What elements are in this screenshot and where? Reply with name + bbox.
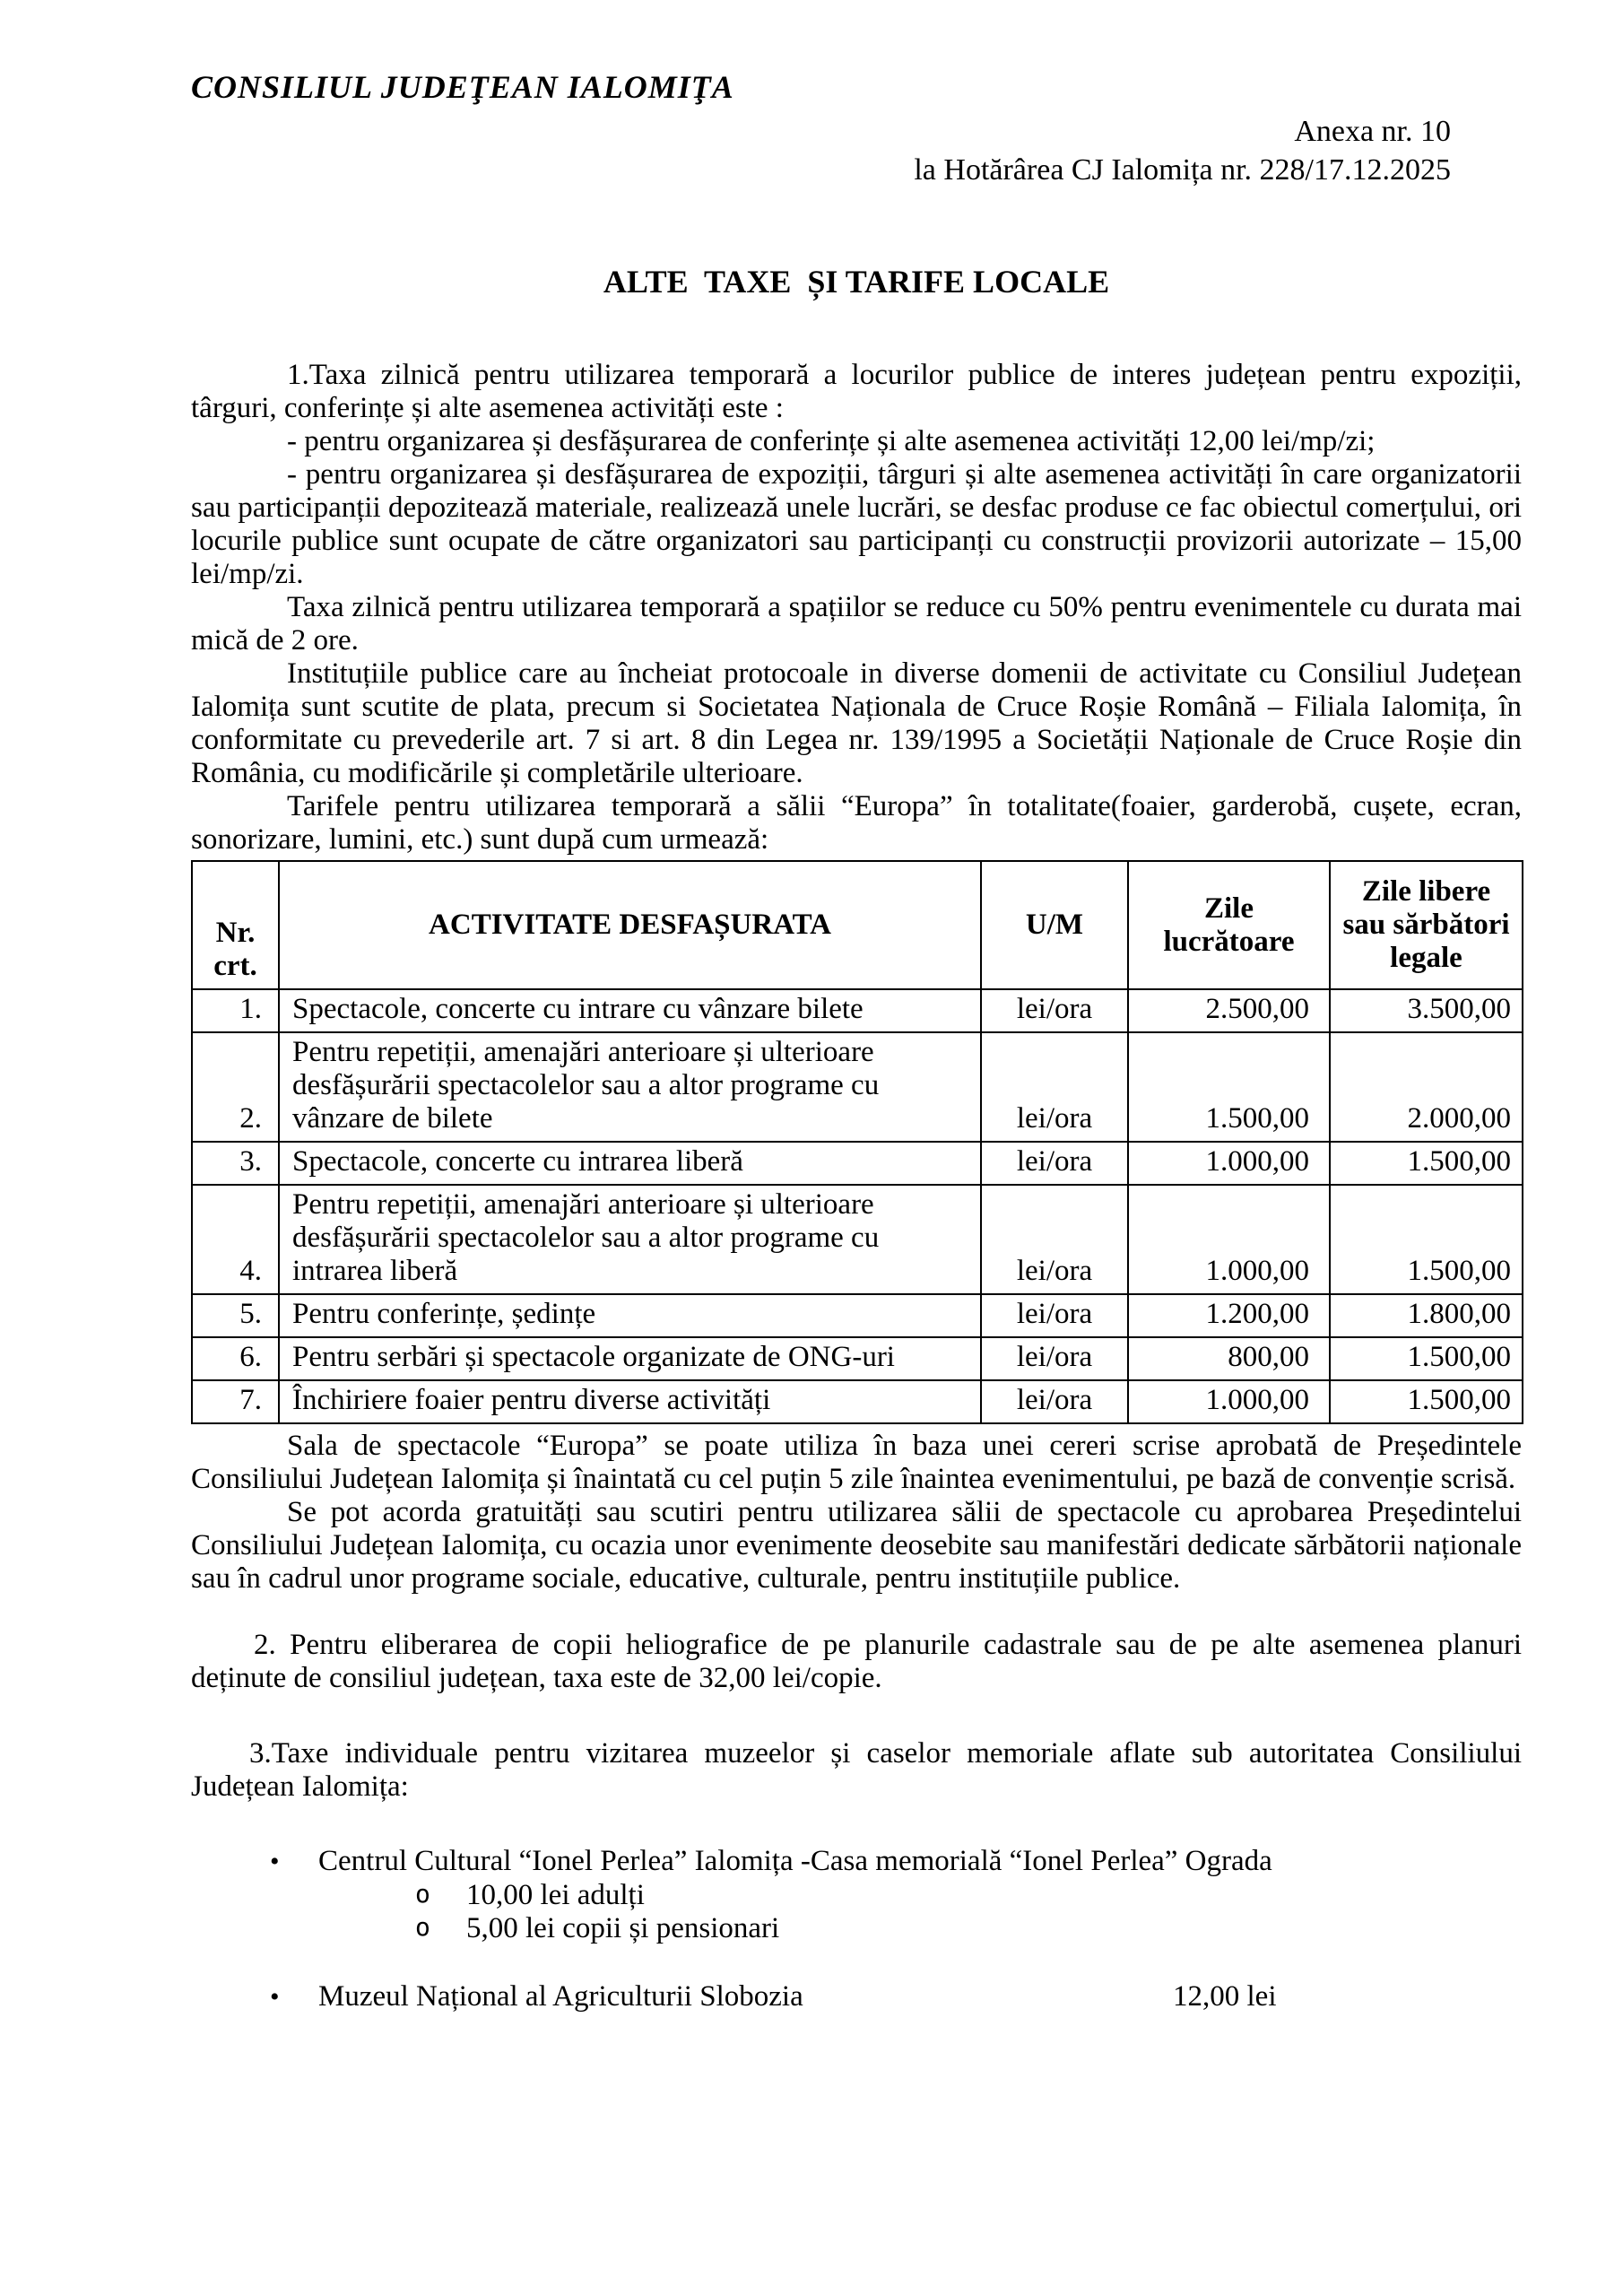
activity-cell: Pentru conferințe, ședințe bbox=[279, 1294, 981, 1337]
activity-cell: Spectacole, concerte cu intrarea liberă bbox=[279, 1142, 981, 1185]
table-row bbox=[192, 1142, 1523, 1185]
row-number: 2. bbox=[192, 1032, 279, 1142]
activity-cell: Pentru serbări și spectacole organizate de ONG-uri bbox=[279, 1337, 981, 1380]
sub-bullet-icon: o bbox=[415, 1912, 430, 1942]
organization-header: CONSILIUL JUDEŢEAN IALOMIŢA bbox=[191, 69, 734, 105]
table-header-row bbox=[192, 861, 1523, 989]
section2-paragraph: 2. Pentru eliberarea de copii heliografice de pe planurile cadastrale sau de pe alte asemenea planuri deținute de consiliul județean, taxa este de 32,00 lei/copie. bbox=[191, 1629, 1522, 1694]
activity-cell: Pentru repetiții, amenajări anterioare și ulterioare desfășurării spectacolelor sau a altor programe cu vânzare de bilete bbox=[279, 1032, 981, 1142]
fee-children-text: 5,00 lei copii și pensionari bbox=[466, 1912, 780, 1944]
decision-reference: la Hotărârea CJ Ialomița nr. 228/17.12.2025 bbox=[914, 153, 1451, 187]
table-row bbox=[192, 1032, 1523, 1142]
row-number: 6. bbox=[192, 1337, 279, 1380]
um-cell: lei/ora bbox=[981, 1185, 1128, 1294]
table-row bbox=[192, 989, 1523, 1032]
holidays-cell: 1.500,00 bbox=[1330, 1337, 1523, 1380]
tariffs-table bbox=[191, 860, 1523, 1424]
table-row bbox=[192, 1337, 1523, 1380]
list-item-cultural-center bbox=[191, 1844, 1522, 1879]
um-cell: lei/ora bbox=[981, 1032, 1128, 1142]
museum-list bbox=[191, 1844, 1522, 2014]
tariffs-intro-paragraph: Tarifele pentru utilizarea temporară a sălii “Europa” în totalitate(foaier, garderobă, cușete, ecran, sonorizare, lumini, etc.) sunt după cum urmează: bbox=[191, 790, 1522, 856]
list-subitem-children-fee bbox=[191, 1912, 1522, 1945]
list-item-agriculture-museum bbox=[191, 1979, 1522, 2014]
table-row bbox=[192, 1380, 1523, 1423]
tax-intro-paragraph: 1.Taxa zilnică pentru utilizarea temporară a locurilor publice de interes județean pentru expoziții, târguri, conferințe și alte asemenea activități este : bbox=[191, 359, 1522, 424]
activity-cell: Pentru repetiții, amenajări anterioare și ulterioare desfășurării spectacolelor sau a altor programe cu intrarea liberă bbox=[279, 1185, 981, 1294]
bullet-icon: • bbox=[270, 1982, 280, 2012]
table-row bbox=[192, 1294, 1523, 1337]
um-cell: lei/ora bbox=[981, 1380, 1128, 1423]
usage-note-paragraph: Sala de spectacole “Europa” se poate utiliza în baza unei cereri scrise aprobată de Președintele Consiliului Județean Ialomița și înaintată cu cel puțin 5 zile înaintea evenimentului, pe bază de convenție scrisă. bbox=[191, 1430, 1522, 1495]
um-cell: lei/ora bbox=[981, 989, 1128, 1032]
exemption-note-paragraph: Instituțiile publice care au încheiat protocoale in diverse domenii de activitate cu Consiliul Județean Ialomița sunt scutite de plata, precum si Societatea Naționala de Cruce Roșie Română – Filiala Ialomița, în conformitate cu prevederile art. 7 si art. 8 din Legea nr. 139/1995 a Societății Naționale de Cruce Roșie din România, cu modificările și completările ulterioare. bbox=[191, 657, 1522, 789]
activity-cell: Spectacole, concerte cu intrare cu vânzare bilete bbox=[279, 989, 981, 1032]
workdays-cell: 1.000,00 bbox=[1128, 1380, 1330, 1423]
row-number: 1. bbox=[192, 989, 279, 1032]
museum-fee: 12,00 lei bbox=[1173, 1980, 1277, 2013]
fee-adults-text: 10,00 lei adulți bbox=[466, 1879, 645, 1911]
column-header-activity: ACTIVITATE DESFAȘURATA bbox=[279, 861, 981, 989]
um-cell: lei/ora bbox=[981, 1337, 1128, 1380]
workdays-cell: 1.000,00 bbox=[1128, 1185, 1330, 1294]
workdays-cell: 1.200,00 bbox=[1128, 1294, 1330, 1337]
exhibition-fee-item: - pentru organizarea și desfășurarea de expoziții, târguri și alte asemenea activități în care organizatorii sau participanții depozitează materiale, realizează unele lucrări, se desfac produse ce fac obiectul comerțului, ori locurile publice sunt ocupate de către organizatori sau participanți cu construcții provizorii autorizate – 15,00 lei/mp/zi. bbox=[191, 458, 1522, 590]
reduction-note-paragraph: Taxa zilnică pentru utilizarea temporară a spațiilor se reduce cu 50% pentru evenimentele cu durata mai mică de 2 ore. bbox=[191, 591, 1522, 657]
table-row bbox=[192, 1185, 1523, 1294]
row-number: 3. bbox=[192, 1142, 279, 1185]
um-cell: lei/ora bbox=[981, 1142, 1128, 1185]
column-header-um: U/M bbox=[981, 861, 1128, 989]
annex-number: Anexa nr. 10 bbox=[1294, 115, 1451, 148]
holidays-cell: 1.500,00 bbox=[1330, 1380, 1523, 1423]
holidays-cell: 1.800,00 bbox=[1330, 1294, 1523, 1337]
workdays-cell: 1.500,00 bbox=[1128, 1032, 1330, 1142]
workdays-cell: 2.500,00 bbox=[1128, 989, 1330, 1032]
document-title: ALTE TAXE ȘI TARIFE LOCALE bbox=[603, 264, 1110, 300]
column-header-nr-line1: Nr. bbox=[215, 917, 256, 949]
um-cell: lei/ora bbox=[981, 1294, 1128, 1337]
column-header-nr bbox=[192, 861, 279, 989]
conference-fee-item: - pentru organizarea și desfășurarea de conferințe și alte asemenea activități 12,00 lei/mp/zi; bbox=[287, 425, 1376, 457]
sub-bullet-icon: o bbox=[415, 1879, 430, 1909]
row-number: 7. bbox=[192, 1380, 279, 1423]
annex-reference-block bbox=[191, 112, 1522, 189]
gratuities-note-paragraph: Se pot acorda gratuități sau scutiri pentru utilizarea sălii de spectacole cu aprobarea Președintelui Consiliului Județean Ialomița, cu ocazia unor evenimente deosebite sau manifestări dedicate sărbătorii naționale sau în cadrul unor programe sociale, educative, culturale, pentru instituțiile publice. bbox=[191, 1496, 1522, 1595]
holidays-cell: 1.500,00 bbox=[1330, 1142, 1523, 1185]
holidays-cell: 1.500,00 bbox=[1330, 1185, 1523, 1294]
column-header-nr-line2: crt. bbox=[213, 950, 257, 982]
row-number: 5. bbox=[192, 1294, 279, 1337]
section3-intro-paragraph: 3.Taxe individuale pentru vizitarea muzeelor și caselor memoriale aflate sub autoritatea Consiliului Județean Ialomița: bbox=[191, 1737, 1522, 1803]
holidays-cell: 3.500,00 bbox=[1330, 989, 1523, 1032]
list-subitem-adults-fee bbox=[191, 1879, 1522, 1912]
row-number: 4. bbox=[192, 1185, 279, 1294]
workdays-cell: 1.000,00 bbox=[1128, 1142, 1330, 1185]
column-header-workdays: Zile lucrătoare bbox=[1128, 861, 1330, 989]
bullet-icon: • bbox=[270, 1847, 280, 1876]
museum-name: Centrul Cultural “Ionel Perlea” Ialomița -Casa memorială “Ionel Perlea” Ograda bbox=[318, 1845, 1272, 1877]
holidays-cell: 2.000,00 bbox=[1330, 1032, 1523, 1142]
workdays-cell: 800,00 bbox=[1128, 1337, 1330, 1380]
column-header-holidays: Zile libere sau sărbători legale bbox=[1330, 861, 1523, 989]
activity-cell: Închiriere foaier pentru diverse activități bbox=[279, 1380, 981, 1423]
museum-name: Muzeul Național al Agriculturii Slobozia bbox=[318, 1980, 803, 2013]
